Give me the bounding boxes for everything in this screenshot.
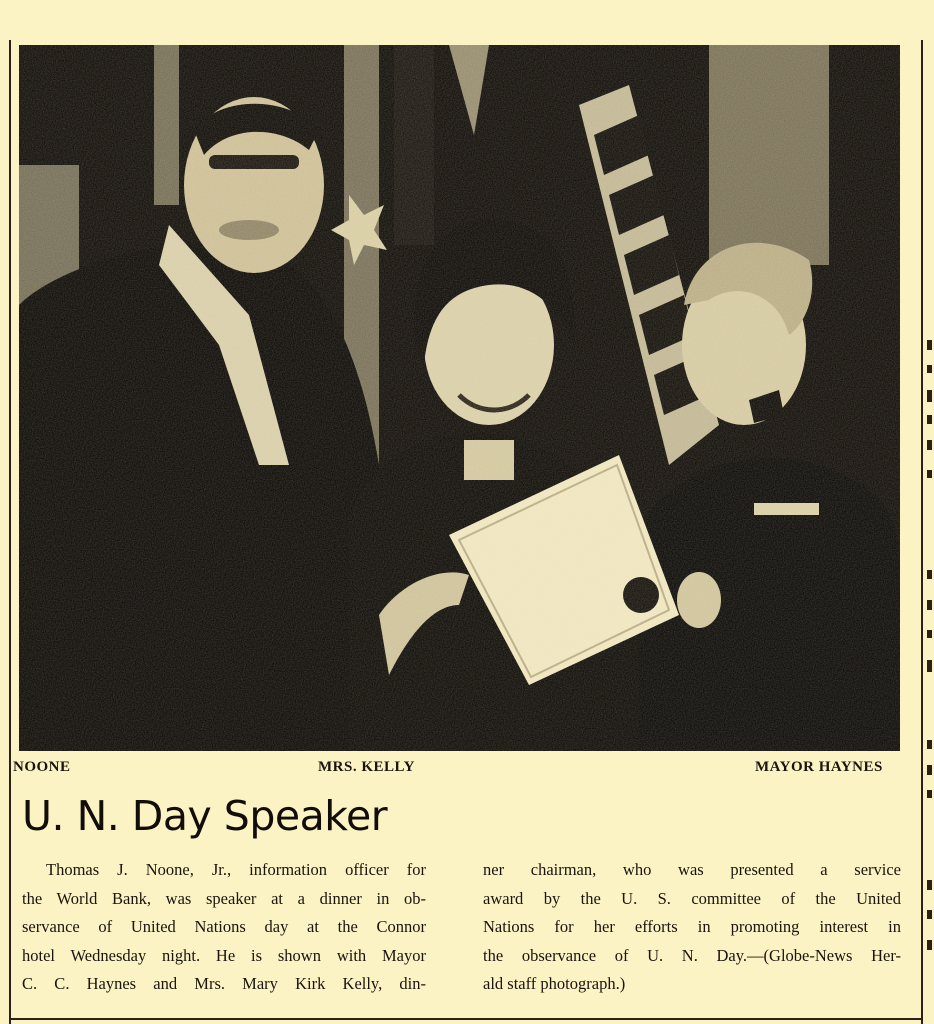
headline: U. N. Day Speaker xyxy=(22,792,388,840)
article-column-1 xyxy=(22,856,426,999)
bottom-rule xyxy=(9,1018,923,1020)
right-column-rule xyxy=(921,40,923,1024)
article-line: ner chairman, who was presented a service xyxy=(483,860,901,879)
article-line: the World Bank, was speaker at a dinner in ob- xyxy=(22,888,426,908)
photo-illustration xyxy=(19,45,900,751)
caption-noone: NOONE xyxy=(13,759,71,775)
article-line: Thomas J. Noone, Jr., information officer for xyxy=(46,860,426,879)
article-line: C. C. Haynes and Mrs. Mary Kirk Kelly, din- xyxy=(22,974,426,993)
news-photo xyxy=(19,45,900,751)
adjacent-column-fragments xyxy=(925,320,934,1020)
article-column-2 xyxy=(483,856,901,999)
left-column-rule xyxy=(9,40,11,1024)
article-line: servance of United Nations day at the Connor xyxy=(22,917,426,936)
article-line: ald staff photograph.) xyxy=(483,974,626,993)
caption-mrs-kelly: MRS. KELLY xyxy=(318,759,415,775)
article-line: the observance of U. N. Day.—(Globe-News Her- xyxy=(483,945,901,965)
article-line: award by the U. S. committee of the United xyxy=(483,888,901,908)
article-line: hotel Wednesday night. He is shown with Mayor xyxy=(22,945,426,965)
article-line: Nations for her efforts in promoting interest in xyxy=(483,917,901,936)
caption-mayor-haynes: MAYOR HAYNES xyxy=(755,759,883,775)
